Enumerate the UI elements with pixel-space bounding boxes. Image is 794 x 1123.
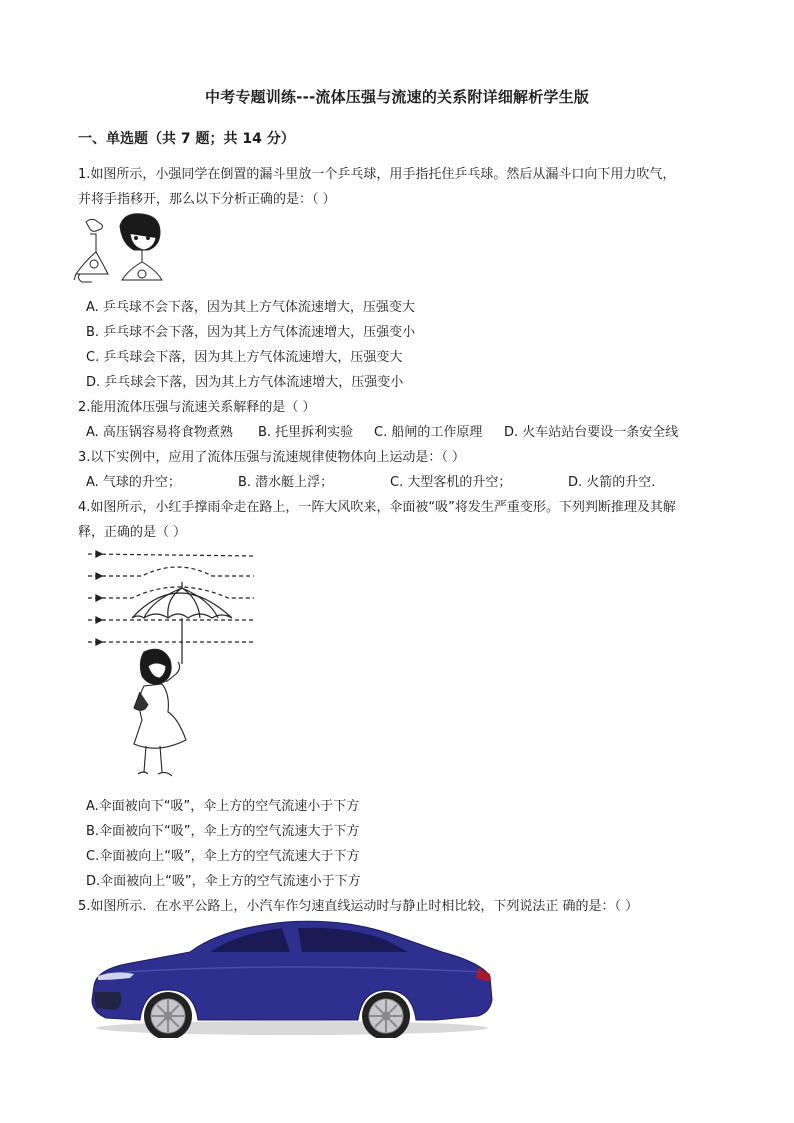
q4-option-b[interactable]: B.伞面被向下“吸”，伞上方的空气流速大于下方 [86,824,360,839]
boy-blowing-figure [120,214,162,280]
q2-option-d[interactable]: D. 火车站站台要设一条安全线 [504,425,679,440]
q4-option-a[interactable]: A.伞面被向下“吸”，伞上方的空气流速小于下方 [86,799,360,814]
q3-stem: 3.以下实例中，应用了流体压强与流速规律使物体向上运动是：（ ） [78,450,466,465]
q4-stem-line1: 4.如图所示，小红手撑雨伞走在路上，一阵大风吹来，伞面被“吸”将发生严重变形。下列判断推理及其解 [78,500,676,515]
q3-options-row [86,471,726,489]
page-title: 中考专题训练---流体压强与流速的关系附详细解析学生版 [204,88,590,106]
q4-option-c[interactable]: C.伞面被向上“吸”，伞上方的空气流速大于下方 [86,849,360,864]
q2-stem: 2.能用流体压强与流速关系解释的是（ ） [78,400,316,415]
q3-option-b[interactable]: B. 潜水艇上浮； [238,475,334,490]
section-heading: 一、单选题（共 7 题；共 14 分） [78,131,295,147]
q2-options-row [86,421,726,439]
funnel-ping-pong-illustration [72,212,182,288]
q3-option-a[interactable]: A. 气球的升空； [86,475,181,490]
umbrella-wind-illustration [82,546,262,782]
q1-option-c[interactable]: C. 乒乓球会下落，因为其上方气体流速增大，压强变大 [86,350,403,365]
q2-option-b[interactable]: B. 托里拆利实验 [258,425,354,440]
q1-option-b[interactable]: B. 乒乓球不会下落，因为其上方气体流速增大，压强变小 [86,325,416,340]
girl-figure [134,649,186,776]
hand-funnel-figure [74,219,108,282]
q1-stem-line2: 并将手指移开，那么以下分析正确的是：（ ） [78,192,336,207]
car-wheel-rear [362,992,410,1038]
q3-option-d[interactable]: D. 火箭的升空. [568,475,656,490]
q4-option-d[interactable]: D.伞面被向上“吸”，伞上方的空气流速小于下方 [86,874,361,889]
q3-option-c[interactable]: C. 大型客机的升空； [390,475,512,490]
q1-stem-line1: 1.如图所示，小强同学在倒置的漏斗里放一个乒乓球，用手指托住乒乓球。然后从漏斗口向下用力吹气， [78,167,676,182]
q2-option-a[interactable]: A. 高压锅容易将食物煮熟 [86,425,233,440]
q1-option-a[interactable]: A. 乒乓球不会下落，因为其上方气体流速增大，压强变大 [86,300,415,315]
car-illustration [86,912,496,1038]
q4-stem-line2: 释，正确的是（ ） [78,525,187,540]
q2-option-c[interactable]: C. 船闸的工作原理 [374,425,483,440]
q1-option-d[interactable]: D. 乒乓球会下落，因为其上方气体流速增大，压强变小 [86,375,404,390]
q5-stem: 5.如图所示．在水平公路上，小汽车作匀速直线运动时与静止时相比较，下列说法正 确的是：（ ） [78,899,639,914]
car-grille [94,992,121,1010]
car-wheel-front [144,992,192,1038]
